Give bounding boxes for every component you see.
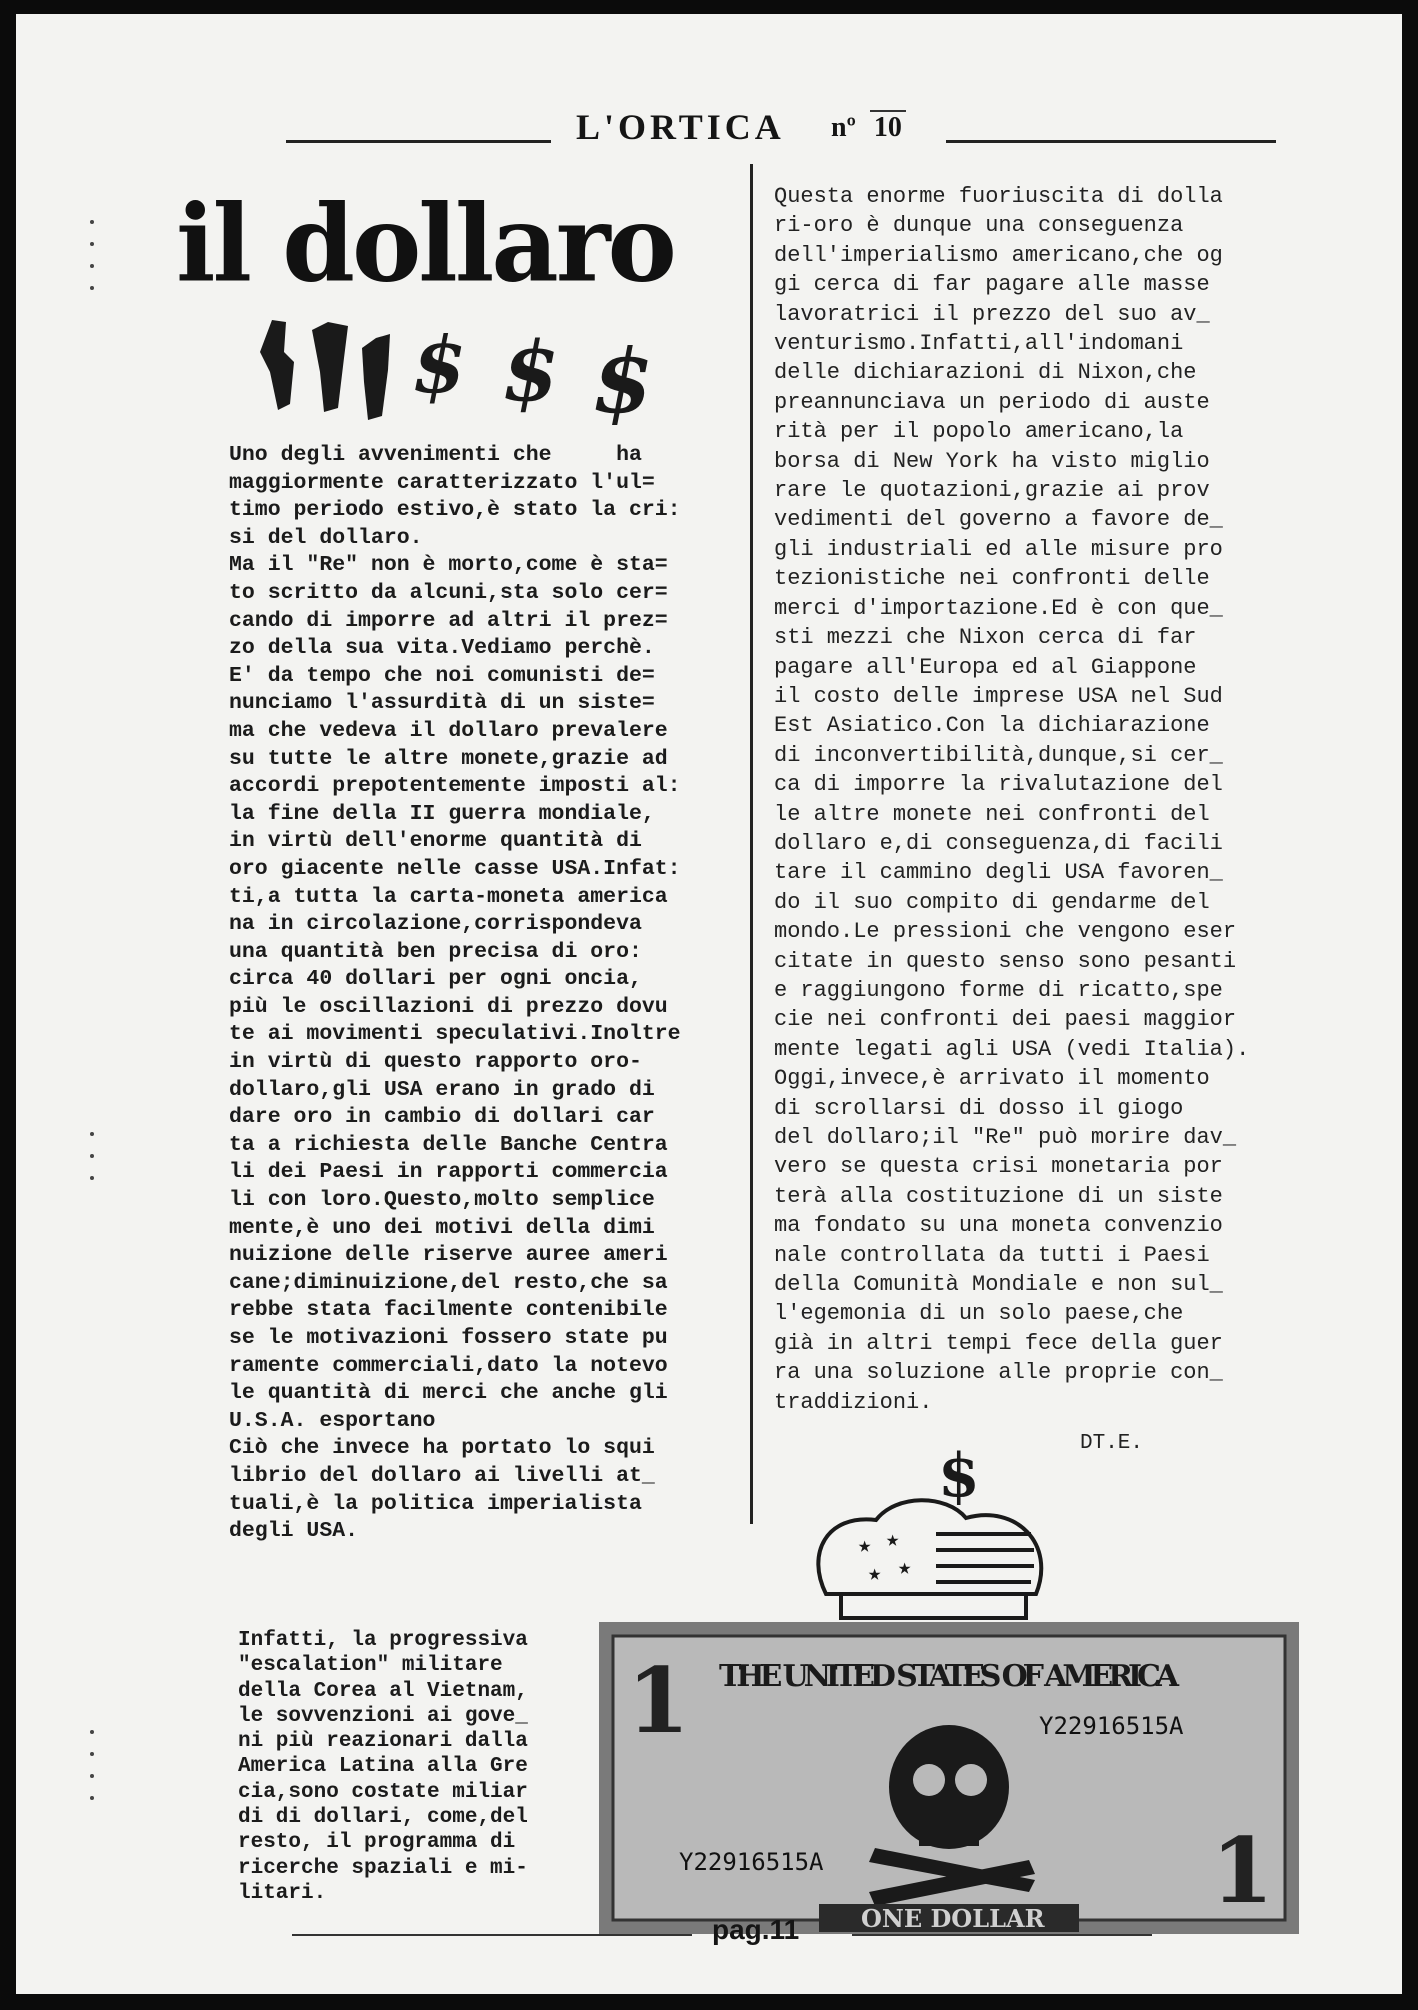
footer-rule-left <box>292 1934 692 1936</box>
bill-serial-left: Y22916515A <box>679 1848 824 1876</box>
bill-denomination-right: 1 <box>1211 1818 1274 1924</box>
bill-serial-right: Y22916515A <box>1039 1712 1184 1740</box>
masthead <box>286 106 1176 156</box>
dollar-figures-illustration <box>252 312 732 432</box>
dollar-sign-1: $ <box>412 320 467 411</box>
svg-text:★: ★ <box>858 1534 872 1559</box>
masthead-rule-right <box>946 140 1276 143</box>
author-signature: DT.E. <box>1080 1432 1144 1455</box>
bill-heading: THE UNITED STATES OF AMERICA <box>719 1659 1179 1694</box>
right-column-text: Questa enorme fuoriuscita di dolla ri-oro è dunque una conseguenza dell'imperialismo americano,che og gi cerca di far pagare alle masse lavoratrici il prezzo del suo av_ venturismo.Infatti,all'indomani delle dichiarazioni di Nixon,che preannunciava un periodo di auste rità per il popolo americano,la borsa di New York ha visto miglio rare le quotazioni,grazie ai prov vedimenti del governo a favore de_ gli industriali ed alle misure pro tezionistiche nei confronti delle merci d'importazione.Ed è con que_ sti mezzi che Nixon cerca di far pagare all'Europa ed al Giappone il costo delle imprese USA nel Sud Est Asiatico.Con la dichiarazione di inconvertibilità,dunque,si cer_ ca di imporre la rivalutazione del le altre monete nei confronti del dollaro e,di conseguenza,di facili tare il cammino degli USA favoren_ do il suo compito di gendarme del mondo.Le pressioni che vengono eser citate in questo senso sono pesanti e raggiungono forme di ricatto,spe cie nei confronti dei paesi maggior mente legati agli USA (vedi Italia). Oggi,invece,è arrivato il momento di scrollarsi di dosso il giogo del dollaro;il "Re" può morire dav_ vero se questa crisi monetaria por terà alla costituzione di un siste ma fondato su una moneta convenzio nale controllata da tutti i Paesi della Comunità Mondiale e non sul_ l'egemonia di un solo paese,che già in altri tempi fece della guer ra una soluzione alle proprie con_ traddizioni. <box>774 184 1250 1415</box>
page-sheet <box>16 14 1402 1994</box>
crown-illustration <box>786 1434 1086 1644</box>
issue-value: 10 <box>870 110 906 143</box>
issue-label: nº <box>831 112 856 143</box>
publication-title: L'ORTICA <box>576 107 785 147</box>
page-number: pag.11 <box>712 1914 800 1945</box>
dollar-sign-2: $ <box>502 324 560 420</box>
svg-text:★: ★ <box>898 1556 912 1581</box>
masthead-rule-left <box>286 140 551 143</box>
svg-text:★: ★ <box>886 1528 900 1553</box>
column-divider <box>750 164 753 1524</box>
footer-rule-right <box>852 1934 1152 1936</box>
bill-bottom-label: ONE DOLLAR <box>861 1904 1045 1933</box>
article-headline: il dollaro <box>176 180 674 307</box>
dollar-sign-3: $ <box>592 329 654 432</box>
dollar-bill-illustration <box>599 1622 1299 1934</box>
page-footer <box>292 1914 1392 1958</box>
left-column-text: Uno degli avvenimenti che ha maggiormente caratterizzato l'ul= timo periodo estivo,è stato la cri: si del dollaro. Ma il "Re" non è morto,come è sta= to scritto da alcuni,sta solo cer= cando di imporre ad altri il prez= zo della sua vita.Vediamo perchè. E' da tempo che noi comunisti de= nunciamo l'assurdità di un siste= ma che vedeva il dollaro prevalere su tutte le altre monete,grazie ad accordi prepotentemente imposti al: la fine della II guerra mondiale, in virtù dell'enorme quantità di oro giacente nelle casse USA.Infat: ti,a tutta la carta-moneta america na in circolazione,corrispondeva una quantità ben precisa di oro: circa 40 dollari per ogni oncia, più le oscillazioni di prezzo dovu te ai movimenti speculativi.Inoltre in virtù di questo rapporto oro- dollaro,gli USA erano in grado di dare oro in cambio di dollari car ta a richiesta delle Banche Centra li dei Paesi in rapporti commercia li con loro.Questo,molto semplice mente,è uno dei motivi della dimi nuizione delle riserve auree ameri cane;diminuizione,del resto,che sa rebbe stata facilmente contenibile se le motivazioni fossero state pu ramente commerciali,dato la notevo le quantità di merci che anche gli U.S.A. esportano Ciò che invece ha portato lo squi librio del dollaro ai livelli at_ tuali,è la politica imperialista degli USA. <box>229 443 681 1544</box>
left-column-lower-text: Infatti, la progressiva "escalation" militare della Corea al Vietnam, le sovvenzioni ai gove_ ni più reazionari dalla America Latina alla Gre cia,sono costate miliar di di dollari, come,del resto, il programma di ricerche spaziali e mi- litari. <box>238 1629 528 1905</box>
bill-denomination-left: 1 <box>627 1648 690 1754</box>
svg-text:★: ★ <box>868 1562 882 1587</box>
crown-dollar-icon: $ <box>938 1441 980 1511</box>
issue-number <box>831 112 906 144</box>
